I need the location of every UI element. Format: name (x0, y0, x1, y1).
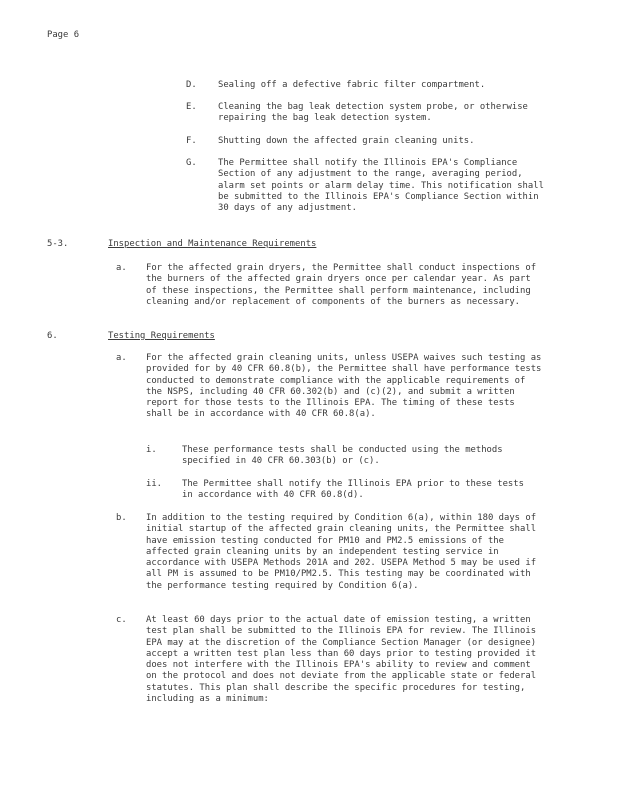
section-5-3-number: 5-3. (47, 239, 69, 249)
item-d-label: D. (186, 80, 197, 90)
section-5-3-a-text: For the affected grain dryers, the Permittee shall conduct inspections of the burners of the affected grain dryers once per calendar year. As part of these inspections, the Permittee shall perform maintenance, including cleaning and/or replacement of components of the burners as necessary. (146, 263, 537, 307)
item-g-label: G. (186, 158, 197, 168)
item-e-label: E. (186, 102, 197, 112)
section-5-3-a-label: a. (116, 263, 127, 273)
item-d-text: Sealing off a defective fabric filter compartment. (218, 80, 486, 90)
item-e-text: Cleaning the bag leak detection system probe, or otherwise repairing the bag leak detection system. (218, 102, 528, 124)
section-6-c-label: c. (116, 615, 127, 625)
item-f-text: Shutting down the affected grain cleaning units. (218, 136, 475, 146)
section-6-title: Testing Requirements (108, 331, 215, 341)
section-6-a-i-text: These performance tests shall be conducted using the methods specified in 40 CFR 60.303(b) or (c). (182, 445, 503, 467)
section-6-a-ii-label: ii. (146, 479, 163, 489)
section-6-a-text: For the affected grain cleaning units, unless USEPA waives such testing as provided for by 40 CFR 60.8(b), the Permittee shall have performance tests conducted to demonstrate compliance with the applicable requirements of the NSPS, including 40 CFR 60.302(b) and (c)(2), and submit a written report for those tests to the Illinois EPA. The timing of these tests shall be in accordance with 40 CFR 60.8(a). (146, 353, 542, 420)
section-5-3-title: Inspection and Maintenance Requirements (108, 239, 317, 249)
section-6-a-ii-text: The Permittee shall notify the Illinois EPA prior to these tests in accordance with 40 CFR 60.8(d). (182, 479, 524, 501)
item-g-text: The Permittee shall notify the Illinois EPA's Compliance Section of any adjustment to the range, averaging period, alarm set points or alarm delay time. This notification shall be submitted to the Illinois EPA's Compliance Section within 30 days of any adjustment. (218, 158, 544, 214)
item-f-label: F. (186, 136, 197, 146)
section-6-a-i-label: i. (146, 445, 157, 455)
section-6-number: 6. (47, 331, 58, 341)
section-6-b-label: b. (116, 513, 127, 523)
section-6-b-text: In addition to the testing required by Condition 6(a), within 180 days of initial startup of the affected grain cleaning units, the Permittee shall have emission testing conducted for PM10 and PM2.5 emissions of the affected grain cleaning units by an independent testing service in accordance with USEPA Methods 201A and 202. USEPA Method 5 may be used if all PM is assumed to be PM10/PM2.5. This testing may be coordinated with the performance testing required by Condition 6(a). (146, 513, 537, 591)
page-label: Page 6 (47, 30, 80, 40)
section-6-c-text: At least 60 days prior to the actual date of emission testing, a written test plan shall be submitted to the Illinois EPA for review. The Illinois EPA may at the discretion of the Compliance Section Manager (or designee) accept a written test plan less than 60 days prior to testing provided it does not interfere with the Illinois EPA's ability to review and comment on the protocol and does not deviate from the applicable state or federal statutes. This plan shall describe the specific procedures for testing, including as a minimum: (146, 615, 537, 705)
section-6-a-label: a. (116, 353, 127, 363)
